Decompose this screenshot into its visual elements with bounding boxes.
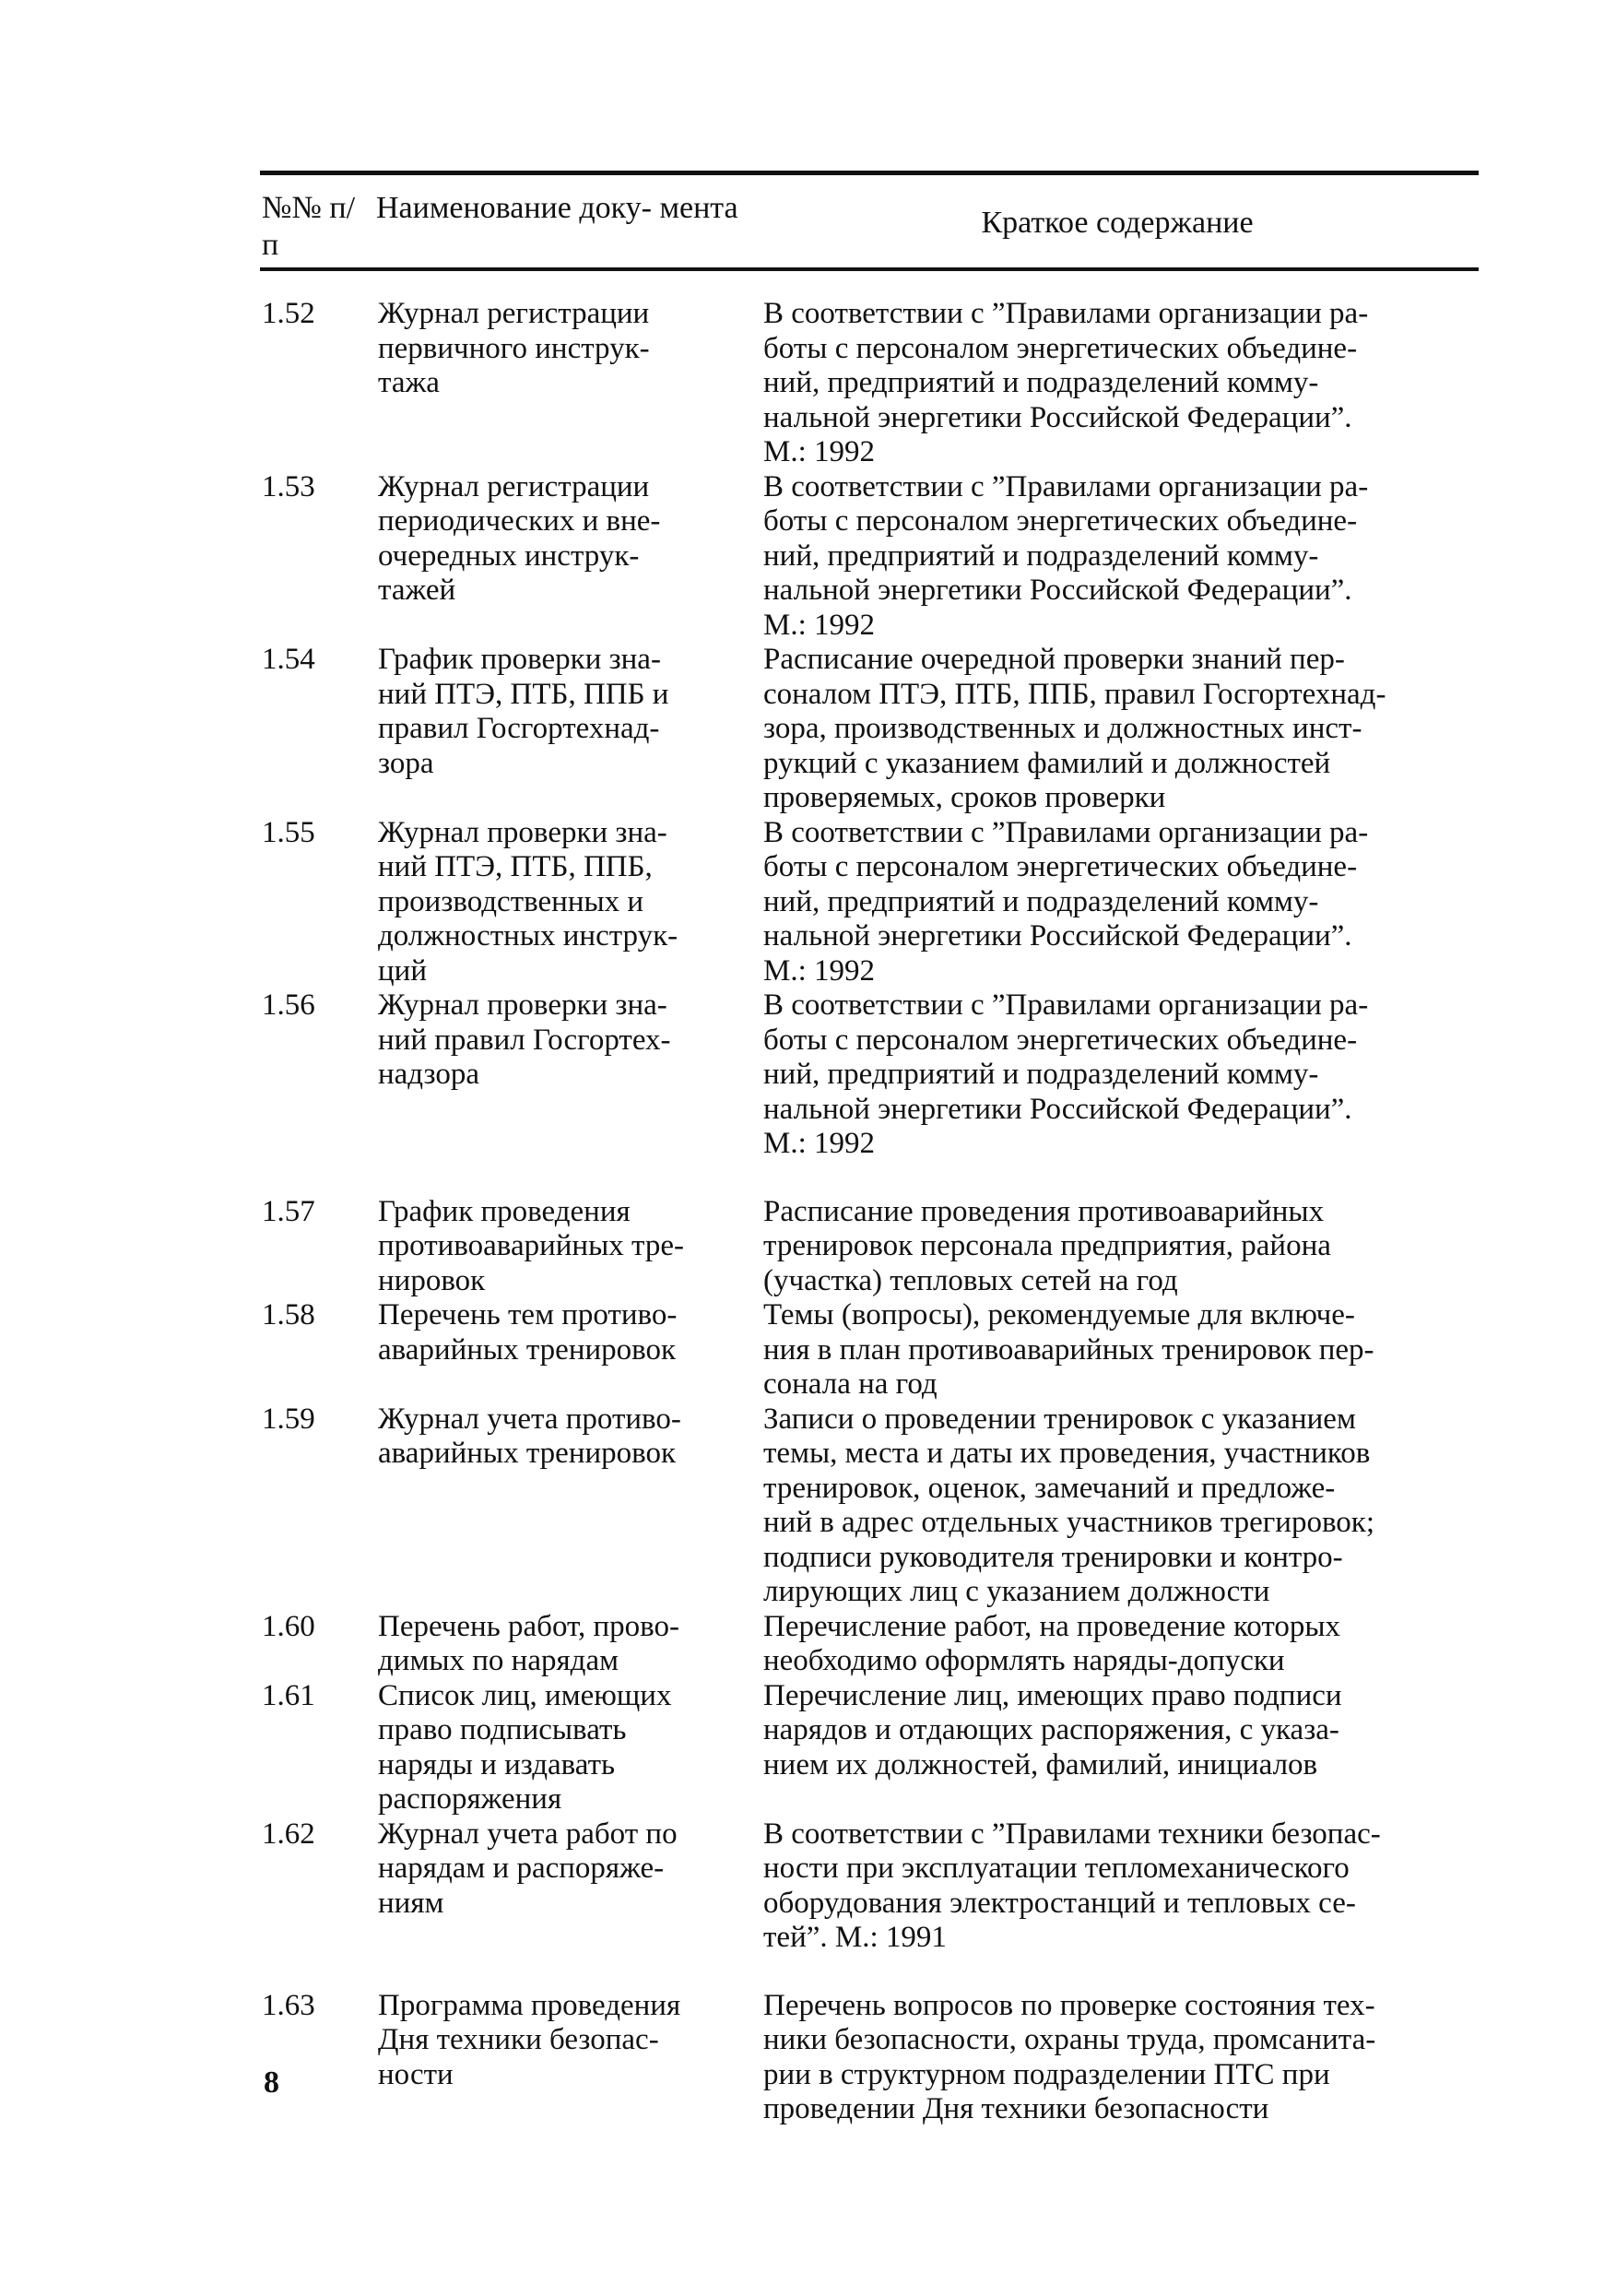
row-document-name: Перечень тем противо- аварийных тренировок <box>378 1298 678 1367</box>
row-summary: Расписание очередной проверки знаний пер- соналом ПТЭ, ПТБ, ППБ, правил Госгортехнад- зора, производственных и должностных инст- рукций с указанием фамилий и должностей проверяемых, сроков проверки <box>763 643 1386 814</box>
row-summary: Темы (вопросы), рекомендуемые для включе- ния в план противоаварийных тренировок пер- сонала на год <box>763 1298 1374 1401</box>
header-summary: Краткое содержание <box>981 206 1254 240</box>
table-row <box>260 1298 1479 1402</box>
row-summary: В соответствии с ”Правилами организации ра- боты с персоналом энергетических объедине- ний, предприятий и подразделений комму- нальной энергетики Российской Федерации”. М.: 1992 <box>763 297 1369 468</box>
table-row <box>260 1195 1479 1299</box>
table-row <box>260 470 1479 644</box>
row-document-name: График проведения противоаварийных тре- нировок <box>378 1194 684 1297</box>
table-row <box>260 1679 1479 1817</box>
table-row <box>260 643 1479 816</box>
row-document-name: Журнал учета работ по нарядам и распоряже- ниям <box>378 1817 678 1920</box>
row-summary: Записи о проведении тренировок с указанием темы, места и даты их проведения, участников тренировок, оценок, замечаний и предложе- ний в адрес отдельных участников трегировок; подписи руководителя тренировки и контро- лирующих лиц с указанием должности <box>763 1402 1374 1608</box>
header-bottom-rule <box>260 267 1479 271</box>
row-summary: В соответствии с ”Правилами организации ра- боты с персоналом энергетических объедине- ний, предприятий и подразделений комму- нальной энергетики Российской Федерации”. М.: 1992 <box>763 988 1369 1160</box>
row-number: 1.61 <box>262 1678 315 1712</box>
row-summary: Перечисление лиц, имеющих право подписи нарядов и отдающих распоряжения, с указа- нием их должностей, фамилий, инициалов <box>763 1678 1342 1781</box>
header-document-name: Наименование доку- мента <box>376 191 738 225</box>
row-summary: Расписание проведения противоаварийных тренировок персонала предприятия, района (участка) тепловых сетей на год <box>763 1194 1331 1297</box>
row-summary: Перечень вопросов по проверке состояния тех- ники безопасности, охраны труда, промсанита- рии в структурном подразделении ПТС при проведении Дня техники безопасности <box>763 1988 1376 2125</box>
table-row <box>260 1817 1479 1956</box>
row-summary: Перечисление работ, на проведение которых необходимо оформлять наряды-допуски <box>763 1609 1341 1677</box>
row-number: 1.53 <box>262 469 315 503</box>
row-document-name: Журнал регистрации первичного инструк- тажа <box>378 297 650 399</box>
row-document-name: Список лиц, имеющих право подписывать наряды и издавать распоряжения <box>378 1678 672 1816</box>
row-document-name: График проверки зна- ний ПТЭ, ПТБ, ППБ и правил Госгортехнад- зора <box>378 643 669 780</box>
row-document-name: Перечень работ, прово- димых по нарядам <box>378 1609 679 1677</box>
table-row <box>260 988 1479 1162</box>
row-number: 1.59 <box>262 1402 315 1436</box>
table-row <box>260 1610 1479 1679</box>
document-table <box>260 297 1479 2127</box>
row-summary: В соответствии с ”Правилами организации ра- боты с персоналом энергетических объедине- ний, предприятий и подразделений комму- нальной энергетики Российской Федерации”. М.: 1992 <box>763 469 1369 642</box>
row-number: 1.57 <box>262 1194 315 1228</box>
table-row <box>260 1402 1479 1610</box>
row-number: 1.52 <box>262 297 315 330</box>
row-number: 1.58 <box>262 1298 315 1331</box>
table-top-rule <box>260 171 1479 175</box>
row-number: 1.60 <box>262 1609 315 1643</box>
row-number: 1.56 <box>262 988 315 1022</box>
table-row <box>260 816 1479 989</box>
row-document-name: Журнал проверки зна- ний правил Госгортех- надзора <box>378 988 671 1091</box>
row-document-name: Программа проведения Дня техники безопас- ности <box>378 1988 681 2091</box>
row-number: 1.55 <box>262 815 315 849</box>
table-row <box>260 297 1479 470</box>
header-number: №№ п/п <box>262 191 356 262</box>
row-document-name: Журнал регистрации периодических и вне- очередных инструк- тажей <box>378 469 661 607</box>
row-number: 1.62 <box>262 1817 315 1851</box>
table-row <box>260 1989 1479 2127</box>
row-document-name: Журнал проверки зна- ний ПТЭ, ПТБ, ППБ, производственных и должностных инструк- ций <box>378 815 678 988</box>
row-summary: В соответствии с ”Правилами организации ра- боты с персоналом энергетических объедине- ний, предприятий и подразделений комму- нальной энергетики Российской Федерации”. М.: 1992 <box>763 815 1369 988</box>
row-summary: В соответствии с ”Правилами техники безопас- ности при эксплуатации тепломеханического оборудования электростанций и тепловых се- тей”. М.: 1991 <box>763 1817 1381 1954</box>
row-document-name: Журнал учета противо- аварийных тренировок <box>378 1402 681 1470</box>
page-number: 8 <box>264 2065 279 2100</box>
row-number: 1.54 <box>262 643 315 676</box>
row-number: 1.63 <box>262 1988 315 2022</box>
